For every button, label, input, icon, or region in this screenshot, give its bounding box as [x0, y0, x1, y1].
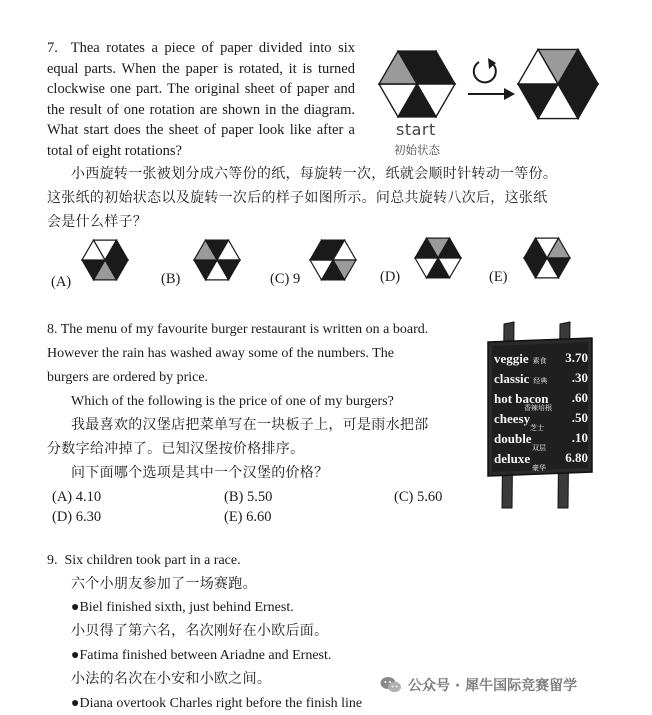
option-b-label[interactable]: (B)	[161, 271, 181, 287]
option-e-hexagon[interactable]	[524, 238, 570, 278]
q9-line-7: ●Diana overtook Charles right before the finish line	[71, 696, 363, 711]
right-arrow-icon	[468, 88, 515, 100]
menu-row: double .10 双层	[494, 430, 588, 452]
q8-option-b[interactable]: (B) 5.50	[224, 489, 273, 505]
option-d-hexagon[interactable]	[415, 238, 461, 278]
q8-line-2: However the rain has washed away some of the numbers. The	[47, 346, 394, 361]
q9-line-2: 六个小朋友参加了一场赛跑。	[71, 576, 257, 592]
q7-text-zh-2: 这张纸的初始状态以及旋转一次后的样子如图所示。问总共旋转八次后，这张纸	[47, 190, 548, 206]
menu-row: veggie 素食 3.70	[494, 350, 588, 366]
q8-option-a[interactable]: (A) 4.10	[52, 489, 102, 505]
q8-zh-3: 问下面哪个选项是其中一个汉堡的价格？	[71, 465, 329, 481]
q7-question: Thea rotates a piece of paper divided into six equal parts. When the paper is rotated, it is turned clockwise one part. The original sheet of paper and the result of one rotation are shown in the diagram. What start does the sheet of paper look like after a total of eight rotations?	[47, 40, 355, 159]
q7-options	[40, 232, 620, 296]
q8-option-c[interactable]: (C) 5.60	[394, 489, 443, 505]
menu-board	[480, 320, 596, 510]
q8-line-4: Which of the following is the price of one of my burgers?	[71, 394, 394, 409]
q7-text-zh-1: 小西旋转一张被划分成六等份的纸，每旋转一次，纸就会顺时针转动一等份。	[71, 166, 558, 182]
q7-text-zh-3: 会是什么样子？	[47, 214, 148, 230]
menu-row: classic 经典 .30	[494, 370, 588, 386]
rotate-clockwise-icon	[474, 58, 496, 82]
q9-number: 9.	[47, 553, 58, 568]
q9-line-3: ●Biel finished sixth, just behind Ernest.	[71, 600, 294, 615]
q8-option-d[interactable]: (D) 6.30	[52, 509, 102, 525]
q8-zh-2: 分数字给冲掉了。已知汉堡按价格排序。	[47, 441, 305, 457]
q9-line-6: 小法的名次在小安和小欧之间。	[71, 671, 272, 687]
start-hexagon	[379, 51, 455, 117]
menu-row: deluxe 6.80 豪华	[494, 450, 588, 472]
menu-row: hot bacon .60 香辣培根	[494, 390, 588, 412]
q7-text-en	[47, 38, 355, 161]
option-c-label[interactable]: (C) 9	[270, 271, 301, 287]
q7-number: 7.	[47, 40, 58, 56]
option-a-label[interactable]: (A)	[51, 274, 72, 290]
q8-option-e[interactable]: (E) 6.60	[224, 509, 272, 525]
menu-row: cheesy .50 芝士	[494, 410, 588, 432]
q9-line-5: ●Fatima finished between Ariadne and Ernest.	[71, 648, 332, 663]
start-label-zh: 初始状态	[394, 143, 440, 157]
option-c-hexagon[interactable]	[310, 240, 356, 280]
option-d-label[interactable]: (D)	[380, 269, 401, 285]
q9-line-4: 小贝得了第六名，名次刚好在小欧后面。	[71, 623, 329, 639]
menu-items	[494, 350, 588, 470]
wechat-icon	[380, 676, 402, 694]
option-a-hexagon[interactable]	[82, 240, 128, 280]
start-label: start	[396, 120, 436, 139]
q9-line-1: 9. Six children took part in a race.	[47, 553, 241, 568]
rotated-hexagon	[518, 49, 598, 118]
option-b-hexagon[interactable]	[194, 240, 240, 280]
watermark	[376, 672, 581, 698]
q8-zh-1: 我最喜欢的汉堡店把菜单写在一块板子上，可是雨水把部	[71, 417, 429, 433]
q8-line-1: 8. The menu of my favourite burger restaurant is written on a board.	[47, 322, 429, 337]
option-e-label[interactable]: (E)	[489, 269, 508, 285]
q8-number: 8.	[47, 322, 58, 337]
q8-line-3: burgers are ordered by price.	[47, 370, 209, 385]
watermark-text: 公众号 · 犀牛国际竞赛留学	[408, 678, 578, 694]
